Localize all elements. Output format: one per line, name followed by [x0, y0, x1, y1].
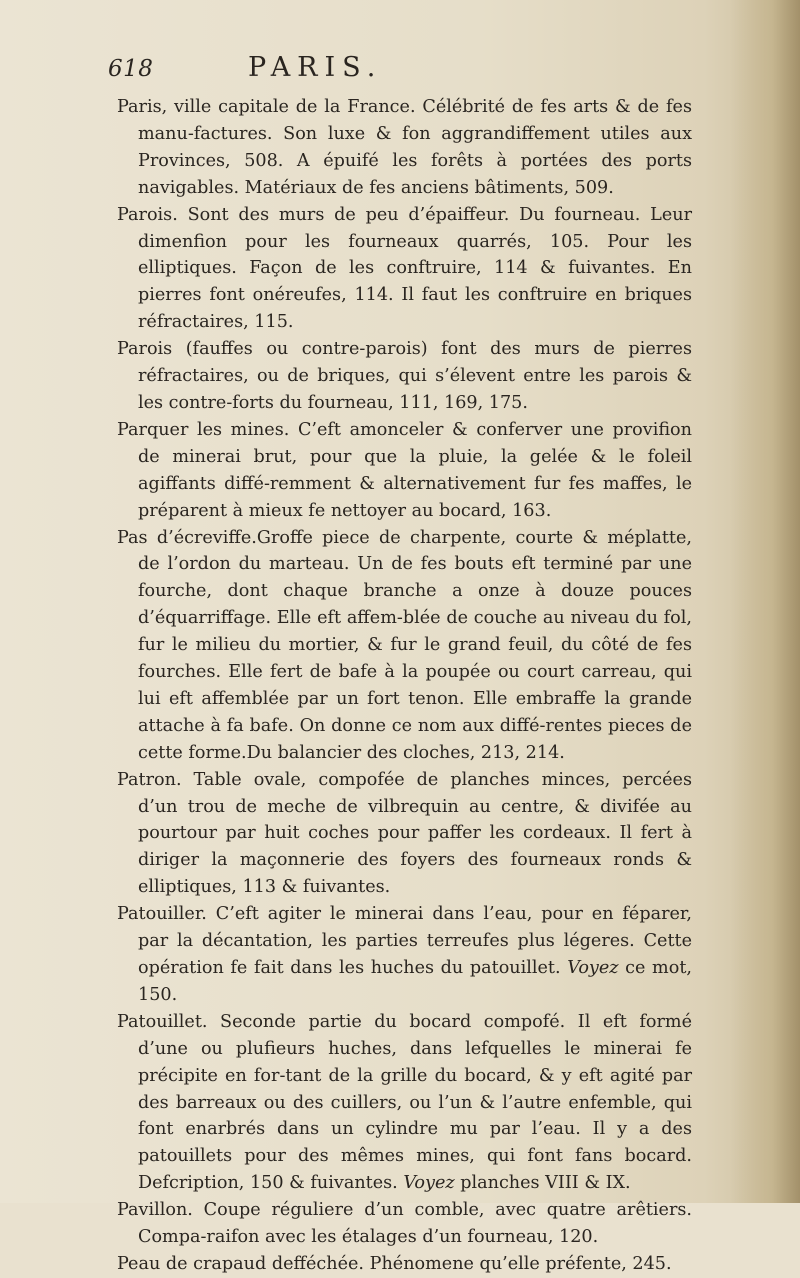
index-entry — [117, 1197, 692, 1251]
entry-text: Sont des murs de peu d’épaiffeur. Du fourneau. Leur dimenfion pour les fourneaux quarrés, 105. Pour les elliptiques. Façon de les conftruire, 114 & fuivantes. En pierres font onéreufes, 114. Il faut les conftruire en briques réfractaires, 115. — [138, 204, 692, 333]
entry-head: Parquer — [117, 419, 189, 440]
entry-head: Paris — [117, 97, 162, 117]
entry-text: Table ovale, compofée de planches minces, percées d’un trou de meche de vilbrequin au centre, & divifée au pourtour par huit coches pour paffer les cordeaux. Il fert à diriger la maçonnerie des foyers des fourneaux ronds & elliptiques, 113 & fuivantes. — [138, 769, 692, 898]
entry-text: defféchée. Phénomene qu’elle préfente, 245. — [266, 1253, 672, 1274]
entry-text: les mines. C’eft amonceler & conferver une provifion de minerai brut, pour que la pluie, la gelée & le foleil agiffants diffé-remment & alternativement fur fes maffes, le préparent à mieux fe nettoyer au bocard, 163. — [138, 419, 692, 521]
entry-crossref: Voyez — [560, 958, 619, 978]
index-entries — [117, 94, 692, 1278]
entry-crossref: Voyez — [397, 1173, 455, 1194]
entry-head: Parois — [117, 339, 173, 360]
entry-head: Peau de crapaud — [117, 1253, 267, 1274]
page-edge-stain — [730, 0, 800, 1203]
entry-text: Coupe réguliere d’un comble, avec quatre arêtiers. Compa-raifon avec les étalages d’un fourneau, 120. — [138, 1200, 692, 1248]
entry-text: Groffe piece de charpente, courte & méplatte, de l’ordon du marteau. Un de fes bouts eft terminé par une fourche, dont chaque branche a onze à douze pouces d’équarriffage. Elle eft affem-blée de couche au niveau du fol, fur le milieu du mortier, & fur le grand feuil, du côté de fes fourches. Elle fert de bafe à la poupée ou court carreau, qui lui eft affemblée par un fort tenon. Elle embraffe la grande attache à fa bafe. On donne ce nom aux diffé-rentes pieces de cette forme.Du balancier des cloches, 213, 214. — [138, 527, 693, 763]
index-entry — [117, 1009, 692, 1197]
page-number: 618 — [108, 56, 154, 82]
entry-text: (fauffes ou contre-parois) font des murs de pierres réfractaires, ou de briques, qui s’élevent entre les parois & les contre-forts du fourneau, 111, 169, 175. — [138, 339, 692, 413]
index-entry — [117, 336, 692, 417]
entry-tail: ce mot, 150. — [138, 958, 692, 1005]
entry-tail: planches VIII & IX. — [454, 1173, 631, 1194]
entry-head: Patouiller. — [117, 904, 207, 925]
entry-head: Patron. — [117, 769, 182, 790]
page-header — [108, 52, 668, 88]
index-entry — [117, 1251, 692, 1278]
entry-text: , ville capitale de la France. Célébrité de fes arts & de fes manu-factures. Son luxe & fon aggrandiffement utiles aux Provinces, 508. A épuifé les forêts à portées des ports navigables. Matériaux de fes anciens bâtiments, 509. — [138, 97, 692, 198]
entry-text: C’eft agiter le minerai dans l’eau, pour en féparer, par la décantation, les parties terreufes plus légeres. Cette opération fe fait dans les huches du patouillet. — [138, 904, 692, 978]
index-entry — [117, 767, 692, 902]
index-entry — [117, 417, 692, 525]
running-title: PARIS. — [248, 52, 383, 83]
index-entry — [117, 202, 692, 337]
entry-head: Patouillet. — [117, 1011, 208, 1032]
index-entry — [117, 94, 692, 202]
index-entry — [117, 901, 692, 1009]
index-entry — [117, 525, 692, 767]
entry-text: Seconde partie du bocard compofé. Il eft formé d’une ou plufieurs huches, dans lefquelles le minerai fe précipite en for-tant de la grille du bocard, & y eft agité par des barreaux ou des cuillers, ou l’un & l’autre enfemble, qui font enarbrés dans un cylindre mu par l’eau. Il y a des patouillets pour des mêmes mines, qui font fans bocard. Defcription, 150 & fuivantes. — [138, 1011, 692, 1194]
entry-head: Pavillon. — [117, 1200, 193, 1221]
entry-head: Pas d’écreviffe. — [117, 527, 257, 548]
entry-head: Parois. — [117, 204, 178, 225]
